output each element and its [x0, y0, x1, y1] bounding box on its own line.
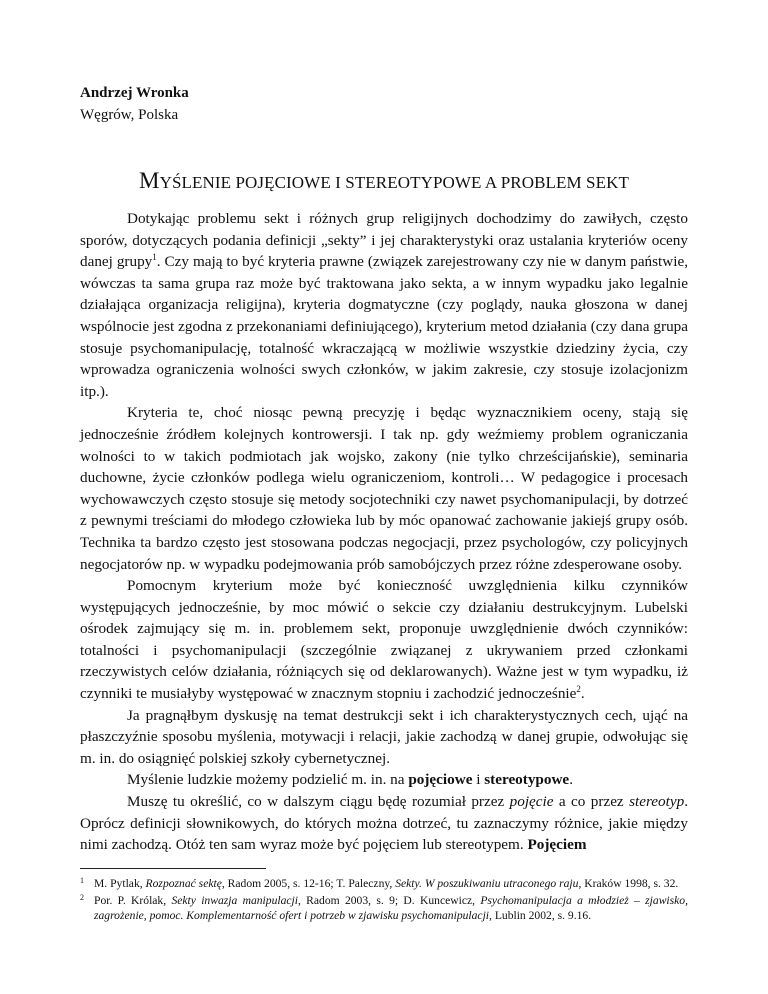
footnotes — [80, 876, 688, 925]
term-concept-bold: Pojęciem — [527, 836, 587, 854]
paragraph-5 — [80, 769, 688, 791]
term-stereotype-italic: stereotyp — [629, 793, 685, 811]
paragraph-6 — [80, 791, 688, 856]
footnote-text: , Radom 2003, s. 9; D. Kuncewicz, — [297, 893, 481, 907]
footnote-book-title: Psychomanipulacja a młodzież – zjawisko, zagrożenie, pomoc. Komplementarność ofert i potrzeb w zjawisku psychomanipulacji — [94, 893, 688, 923]
paragraph-5-text-a: Myślenie ludzkie możemy podzielić m. in. na — [127, 771, 409, 789]
footnote-number: 1 — [80, 876, 84, 885]
author-affiliation: Węgrów, Polska — [80, 107, 179, 123]
footnote-number: 2 — [80, 892, 84, 902]
footnote-text: , Kraków 1998, s. 32. — [578, 877, 679, 890]
author-name: Andrzej Wronka — [80, 85, 189, 101]
footnote-text: M. Pytlak, — [94, 877, 146, 890]
footnote-text: Por. P. Królak, — [94, 893, 172, 907]
footnote-book-title: Rozpoznać sektę — [145, 877, 222, 890]
footnote-separator — [80, 868, 266, 869]
paragraph-1 — [80, 208, 688, 402]
paragraph-5-end: . — [569, 771, 573, 789]
article-title — [0, 168, 768, 196]
article-body — [80, 208, 688, 856]
title-initial: M — [139, 168, 160, 193]
footnote-2 — [80, 893, 688, 924]
footnote-text: , Radom 2005, s. 12-16; T. Paleczny, — [221, 877, 396, 890]
title-first-word-rest: YŚLENIE — [159, 173, 232, 192]
paragraph-6-text-a: Muszę tu określić, co w dalszym ciągu będę rozumiał przez — [127, 793, 510, 811]
paragraph-3-text-b: . — [580, 685, 585, 703]
title-rest: POJĘCIOWE I STEREOTYPOWE A PROBLEM SEKT — [235, 173, 629, 192]
paragraph-5-conj: i — [472, 771, 485, 789]
footnote-ref-2: 2 — [576, 684, 581, 694]
paragraph-2: Kryteria te, choć niosąc pewną precyzję i będąc wyznacznikiem oceny, stają się jednocześnie źródłem kolejnych kontrowersji. I tak np. gdy weźmiemy problem ograniczania wolności to w takich podmiotach jak wojsko, zakony (nie tylko chrześcijańskie), seminaria duchowne, życie członków podlega wielu ograniczeniom, kontroli… W pedagogice i procesach wychowawczych często stosuje się metody socjotechniki czy nawet psychomanipulacji, by dotrzeć z pewnymi treściami do młodego człowieka lub by móc opanować zachowanie jakiejś grupy osób. Technika ta bardzo często jest stosowana podczas negocjacji, przez psychologów, czy policyjnych negocjatorów np. w wypadku podejmowania prób samobójczych przez różne zdesperowane osoby. — [80, 404, 688, 573]
paragraph-1-text-a: Dotykając problemu sekt i różnych grup religijnych dochodzimy do zawiłych, często sporów, dotyczących podania definicji „sekty” i jej charakterystyki oraz ustalania kryteriów oceny danej grupy — [80, 210, 688, 271]
paragraph-1-text-b: . Czy mają to być kryteria prawne (związek zarejestrowany czy nie w danym państwie, wówczas ta sama grupa raz może być traktowana jako sekta, a w innym wypadku jako legalnie działająca organizacja religijna), kryteria dogmatyczne (czy poglądy, nauka głoszona w danej wspólnocie jest zgodna z przekonaniami definiującego), kryterium metod działania (czy dana grupa stosuje psychomanipulację, totalność wkraczającą w możliwie wszystkie dziedziny życia, czy wprowadza ograniczenia wolności swych członków, w jakim zakresie, czy stosuje izolacjonizm itp.). — [80, 253, 689, 400]
footnote-book-title: Sekty. W poszukiwaniu utraconego raju — [395, 877, 579, 890]
term-stereotypical: stereotypowe — [484, 771, 570, 789]
footnote-text: , Lublin 2002, s. 9.16. — [489, 909, 592, 923]
footnote-1 — [80, 876, 688, 892]
footnote-ref-1: 1 — [152, 252, 157, 263]
term-concept-italic: pojęcie — [509, 793, 554, 811]
paragraph-3-text-a: Pomocnym kryterium może być konieczność uwzględnienia kilku czynników występujących jednocześnie, by moc mówić o sekcie czy działaniu destrukcyjnym. Lubelski ośrodek zajmujący się m. in. problemem sekt, proponuje uwzględnienie dwóch czynników: totalności i psychomanipulacji (szczególnie związanej z ukrywaniem przed członkami rzeczywistych celów działania, różniących się od deklarowanych). Ważne jest w tym wypadku, iż czynniki te musiałyby występować w znacznym stopniu i zachodzić jednocześnie — [80, 577, 688, 703]
term-conceptual: pojęciowe — [408, 771, 473, 789]
paragraph-4: Ja pragnąłbym dyskusję na temat destrukcji sekt i ich charakterystycznych cech, ująć na płaszczyźnie sposobu myślenia, motywacji i relacji, jakie zachodzą w danej grupie, odwołując się m. in. do osiągnięć polskiej szkoły cybernetycznej. — [80, 706, 688, 767]
footnote-book-title: Sekty inwazja manipulacji — [171, 893, 298, 907]
paragraph-6-text-b: a co przez — [553, 793, 630, 811]
paragraph-6-text-c: . Oprócz definicji słownikowych, do których można dotrzeć, tu zaznaczymy różnice, jakie między nimi zachodzą. Otóż ten sam wyraz może być pojęciem lub stereotypem. — [80, 793, 688, 854]
paragraph-3 — [80, 575, 688, 705]
